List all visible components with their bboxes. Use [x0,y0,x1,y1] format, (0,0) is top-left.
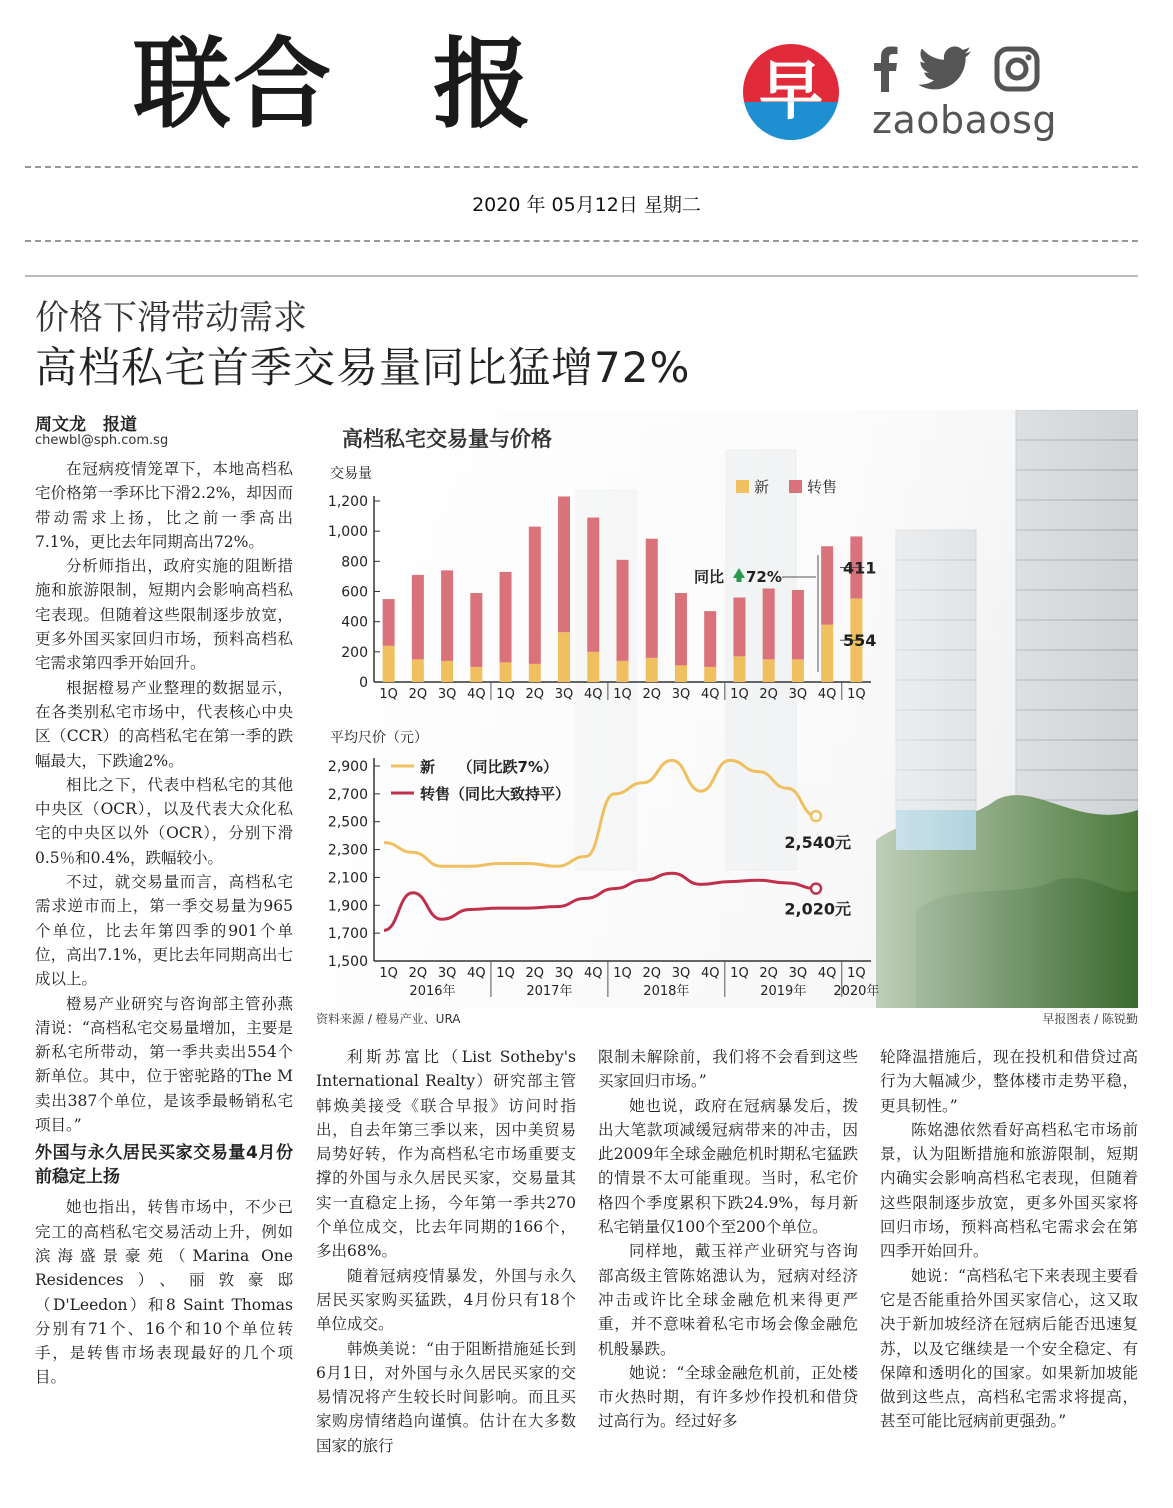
x-tick-label: 1Q [379,687,398,702]
y-tick-label: 2,300 [327,842,368,859]
x-tick-label: 4Q [817,966,837,981]
point-new-end [811,811,821,821]
facebook-icon[interactable] [870,46,900,92]
subheading: 外国与永久居民买家交易量4月份前稳定上扬 [35,1143,293,1188]
x-tick-label: 3Q [788,687,808,702]
y-axis-label: 平均尺价（元） [330,730,428,746]
x-tick-label: 3Q [671,687,691,702]
paragraph: 在冠病疫情笼罩下，本地高档私宅价格第一季环比下滑2.2%，却因而带动需求上扬，比之前一季高出7.1%，更比去年同期高出72%。 [35,460,293,551]
bar-resale [587,518,599,652]
logo-glyph: 早 [759,55,823,129]
bar-new [646,658,658,682]
x-tick-label: 3Q [671,966,691,981]
paragraph: 根据橙易产业整理的数据显示，在各类别私宅市场中，代表核心中央区（CCR）的高档私宅在第一季的跌幅最大，下跌逾2%。 [35,678,293,770]
line-new [384,760,816,866]
paragraph: 韩焕美说：“由于阻断措施延长到6月1日，对外国与永久居民买家的交易情况将产生较长时间影响。而且买家购房情绪趋向谨慎。估计在大多数国家的旅行 [316,1339,576,1455]
bar-resale [792,590,804,659]
up-arrow-icon [737,576,742,582]
x-tick-label: 4Q [700,966,720,981]
y-tick-label: 2,700 [327,786,368,803]
logo-char: 合 [232,27,327,142]
bar-new [587,652,599,682]
paragraph: 陈姳漶依然看好高档私宅市场前景，认为阻断措施和旅游限制，短期内确实会影响高档私宅表现，但随着这些限制逐步放宽，更多外国买家将回归市场，预料高档私宅需求会在第四季开始回升。 [880,1120,1138,1261]
masthead [0,0,1173,165]
x-tick-label: 4Q [584,966,603,981]
x-tick-label: 2Q [408,687,428,702]
y-tick-label: 800 [341,554,368,571]
divider [25,240,1138,242]
divider [25,166,1138,168]
x-tick-label: 1Q [496,966,515,981]
x-tick-label: 2Q [408,966,428,981]
legend-swatch-resale [789,480,802,493]
x-tick-label: 1Q [847,687,866,702]
paragraph: 她也说，政府在冠病暴发后，拨出大笔款项减缓冠病带来的冲击，因此2009年全球金融危机时期私宅猛跌的情景不太可能重现。当时，私宅价格四个季度累积下跌24.9%，每月新私宅销量仅100个至200个单位。 [598,1096,858,1237]
x-tick-label: 1Q [496,687,515,702]
x-tick-label: 4Q [817,687,837,702]
bar-new [441,661,453,682]
graphic-title: 高档私宅交易量与价格 [342,427,552,451]
paragraph: 橙易产业研究与咨询部主管孙燕清说：“高档私宅交易量增加，主要是新私宅所带动，第一季共卖出554个新单位。其中，位于密驼路的The M卖出387个单位，是该季最畅销私宅项目。” [35,994,293,1135]
year-label: 2020年 [833,984,880,999]
x-tick-label: 2Q [642,966,661,981]
x-tick-label: 3Q [554,966,574,981]
y-tick-label: 1,200 [327,494,368,510]
x-tick-label: 4Q [584,687,603,702]
logo-char: 报 [432,27,527,142]
paragraph: 限制未解除前，我们将不会看到这些买家回归市场。” [598,1048,858,1091]
y-tick-label: 1,000 [327,524,368,541]
paragraph: 她也指出，转售市场中，不少已完工的高档私宅交易活动上升，例如滨海盛景豪苑（Marina One Residences）、丽敦豪邸（D'Leedon）和8 Saint Thomas分别有71个、16个和10个单位转手，是转售市场表现最好的几个项目。 [35,1198,293,1387]
bar-new [821,625,833,682]
paragraph: 同样地，戴玉祥产业研究与咨询部高级主管陈姳漶认为，冠病对经济冲击或许比全球金融危机来得更严重，并不意味着私宅市场会像金融危机般暴跌。 [598,1242,858,1358]
bar-new [470,667,482,682]
new-end-label: 2,540元 [784,833,851,853]
bar-resale [821,546,833,624]
logo-char: 联 [132,27,227,142]
paragraph: 她说：“全球金融危机前，正处楼市火热时期，有许多炒作投机和借贷过高行为。经过好多 [598,1363,858,1431]
new-value-label: 554 [843,631,877,651]
twitter-icon[interactable] [918,46,972,92]
graphic-credit: 早报图表 / 陈锐勤 [1042,1012,1138,1026]
bar-resale [441,570,453,661]
article-kicker: 价格下滑带动需求 [35,298,307,338]
legend-label-resale: 转售 [807,478,838,496]
y-tick-label: 2,500 [327,814,368,831]
y-tick-label: 2,900 [327,759,368,775]
x-tick-label: 1Q [847,966,866,981]
y-tick-label: 600 [341,584,368,601]
paragraph: 随着冠病疫情暴发，外国与永久居民买家购买猛跌，4月份只有18个单位成交。 [316,1266,576,1334]
year-label: 2019年 [760,984,807,999]
paragraph: 轮降温措施后，现在投机和借贷过高行为大幅减少，整体楼市走势平稳，更具韧性。” [880,1048,1138,1115]
x-tick-label: 1Q [613,687,632,702]
social-icons [866,46,1046,96]
x-tick-label: 4Q [467,966,486,981]
y-tick-label: 400 [341,614,368,631]
x-tick-label: 4Q [467,687,486,702]
bar-resale [675,593,687,665]
x-tick-label: 3Q [437,966,457,981]
bar-resale [529,527,541,664]
paragraph: 分析师指出，政府实施的阻断措施和旅游限制，短期内会影响高档私宅表现。但随着这些限制逐步放宽，更多外国买家回归市场，预料高档私宅需求第四季开始回升。 [35,557,293,673]
bar-resale [500,572,512,663]
bar-new [792,659,804,682]
x-tick-label: 2Q [759,966,778,981]
y-tick-label: 2,100 [327,870,368,887]
legend-label-new: 新 （同比跌7%） [420,758,558,776]
bar-resale [412,575,424,659]
instagram-icon[interactable] [994,46,1040,92]
social-handle[interactable]: zaobaosg [872,98,1058,142]
paragraph: 不过，就交易量而言，高档私宅需求逆市而上，第一季交易量为965个单位，比去年第四季的901个单位，高出7.1%，更比去年同期高出七成以上。 [35,873,293,989]
bar-new [412,659,424,682]
x-tick-label: 2Q [525,687,545,702]
zaobao-round-logo-icon[interactable] [743,44,839,140]
year-label: 2017年 [526,984,573,999]
legend-label-new: 新 [754,478,770,496]
bar-new [558,632,570,682]
paragraph: 利斯苏富比（List Sotheby's International Realty）研究部主管韩焕美接受《联合早报》访问时指出，自去年第三季以来，因中美贸易局势好转，作为高档私宅市场重要支撑的外国与永久居民买家，交易量其实一直稳定上扬，今年第一季共270个单位成交，比去年同期的166个，多出68%。 [316,1048,576,1261]
newspaper-logo[interactable] [130,27,530,142]
y-tick-label: 0 [359,675,368,691]
x-tick-label: 3Q [554,687,574,702]
x-tick-label: 1Q [613,966,632,981]
legend-label-resale: 转售（同比大致持平） [420,785,571,803]
x-tick-label: 3Q [788,966,808,981]
infographic [316,410,1138,1008]
x-tick-label: 2Q [525,966,545,981]
yoy-value: 72% [746,568,782,586]
yoy-label: 同比 [694,568,725,586]
article-column-3 [598,1045,858,1434]
year-label: 2018年 [643,984,690,999]
article-column-2 [316,1045,576,1458]
bar-resale [704,611,716,667]
x-tick-label: 2Q [759,687,778,702]
bar-new [763,659,775,682]
bar-new [500,662,512,682]
article-column-4 [880,1045,1138,1434]
x-tick-label: 1Q [730,687,749,702]
bar-new [704,667,716,682]
bar-new [529,664,541,682]
byline: 周文龙 报道 [35,415,137,435]
y-tick-label: 1,700 [327,926,368,943]
bar-resale [763,588,775,659]
article-column-1 [35,457,293,1390]
x-tick-label: 4Q [700,687,720,702]
bar-new [733,656,745,682]
source-note: 资料来源 / 橙易产业、URA [316,1012,461,1026]
y-tick-label: 200 [341,644,368,661]
article-headline: 高档私宅首季交易量同比猛增72% [35,343,691,392]
bar-new [383,646,395,682]
legend-swatch-new [736,480,749,493]
y-axis-label: 交易量 [330,466,372,482]
bar-new [675,665,687,682]
author-email[interactable]: chewbl@sph.com.sg [35,433,169,448]
bar-new [617,661,629,682]
logo-char-highlight: 早 [330,30,430,140]
divider [25,275,1138,277]
y-tick-label: 1,900 [327,898,368,915]
chart-area [316,410,1138,1008]
paragraph: 她说：“高档私宅下来表现主要看它是否能重拾外国买家信心，这又取决于新加坡经济在冠病后能否迅速复苏，以及它继续是一个安全稳定、有保障和透明化的国家。如果新加坡能做到这些点，高档私宅需求将提高，甚至可能比冠病前更强劲。” [880,1266,1138,1431]
point-resale-end [811,884,821,894]
issue-date: 2020 年 05月12日 星期二 [472,194,701,216]
y-tick-label: 1,500 [327,954,368,970]
paragraph: 相比之下，代表中档私宅的其他中央区（OCR），以及代表大众化私宅的中央区以外（OCR），分别下滑0.5％和0.4%，跌幅较小。 [35,775,293,867]
year-label: 2016年 [409,984,456,999]
x-tick-label: 1Q [379,966,398,981]
x-tick-label: 1Q [730,966,749,981]
x-tick-label: 3Q [437,687,457,702]
bar-resale [733,598,745,657]
resale-end-label: 2,020元 [784,899,851,919]
line-resale [384,873,816,930]
bar-resale [646,539,658,658]
bar-resale [383,599,395,646]
bar-resale [617,560,629,661]
resale-value-label: 411 [843,558,877,578]
bar-resale [558,496,570,632]
x-tick-label: 2Q [642,687,661,702]
bar-resale [470,593,482,667]
